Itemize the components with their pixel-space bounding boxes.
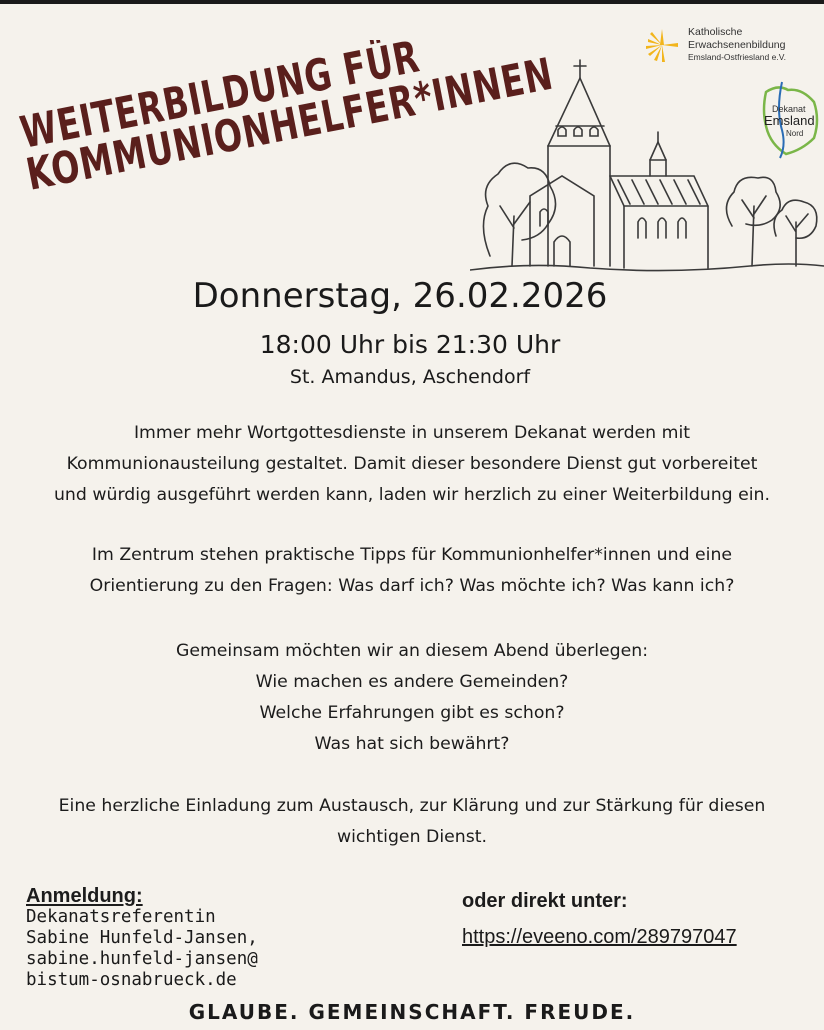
paragraph-line: Eine herzliche Einladung zum Austausch, zur Klärung und zur Stärkung für diesen — [58, 796, 766, 816]
paragraph-questions — [0, 636, 824, 760]
paragraph-line: Gemeinsam möchten wir an diesem Abend überlegen: — [175, 641, 649, 661]
paragraph-line: Kommunionausteilung gestaltet. Damit dieser besondere Dienst gut vorbereitet — [66, 454, 758, 474]
paragraph-line: Welche Erfahrungen gibt es schon? — [259, 703, 565, 723]
registration-email-line[interactable]: bistum-osnabrueck.de — [26, 970, 237, 990]
paragraph-line: Immer mehr Wortgottesdienste in unserem Dekanat werden mit — [133, 423, 691, 443]
dekanat-line1: Dekanat — [772, 104, 806, 114]
event-date: Donnerstag, 26.02.2026 — [192, 276, 608, 316]
footer-motto: GLAUBE. GEMEINSCHAFT. FREUDE. — [188, 1000, 636, 1024]
keb-line3: Emsland-Ostfriesland e.V. — [688, 52, 786, 63]
paragraph-line: Was hat sich bewährt? — [314, 734, 510, 754]
event-time: 18:00 Uhr bis 21:30 Uhr — [259, 330, 561, 359]
dekanat-line3: Nord — [786, 129, 804, 138]
dekanat-line2: Emsland — [764, 113, 815, 128]
paragraph-line: Orientierung zu den Fragen: Was darf ich? Was möchte ich? Was kann ich? — [89, 576, 735, 596]
headline-line2: KOMMUNIONHELFER*INNEN — [22, 40, 578, 200]
keb-line1: Katholische — [688, 26, 743, 39]
direct-heading: oder direkt unter: — [462, 890, 628, 912]
paragraph-line: Im Zentrum stehen praktische Tipps für Kommunionhelfer*innen und eine — [91, 545, 733, 565]
registration-heading: Anmeldung: — [26, 885, 143, 907]
registration-link[interactable]: https://eveeno.com/289797047 — [462, 926, 737, 948]
keb-line2: Erwachsenenbildung — [688, 38, 786, 51]
registration-contact — [26, 907, 258, 991]
registration-line: Sabine Hunfeld-Jansen, — [26, 928, 258, 948]
headline-line1: WEITERBILDUNG FÜR — [18, 40, 561, 159]
registration-line: Dekanatsreferentin — [26, 907, 216, 927]
paragraph-line: wichtigen Dienst. — [337, 827, 487, 847]
paragraph-invitation — [0, 791, 824, 853]
registration-email-line[interactable]: sabine.hunfeld-jansen@ — [26, 949, 258, 969]
paragraph-intro — [0, 418, 824, 511]
paragraph-focus — [0, 540, 824, 602]
paragraph-line: Wie machen es andere Gemeinden? — [255, 672, 569, 692]
paragraph-line: und würdig ausgeführt werden kann, laden wir herzlich zu einer Weiterbildung ein. — [53, 485, 771, 505]
church-illustration — [470, 56, 824, 278]
event-place: St. Amandus, Aschendorf — [289, 366, 531, 388]
top-border — [0, 0, 824, 4]
